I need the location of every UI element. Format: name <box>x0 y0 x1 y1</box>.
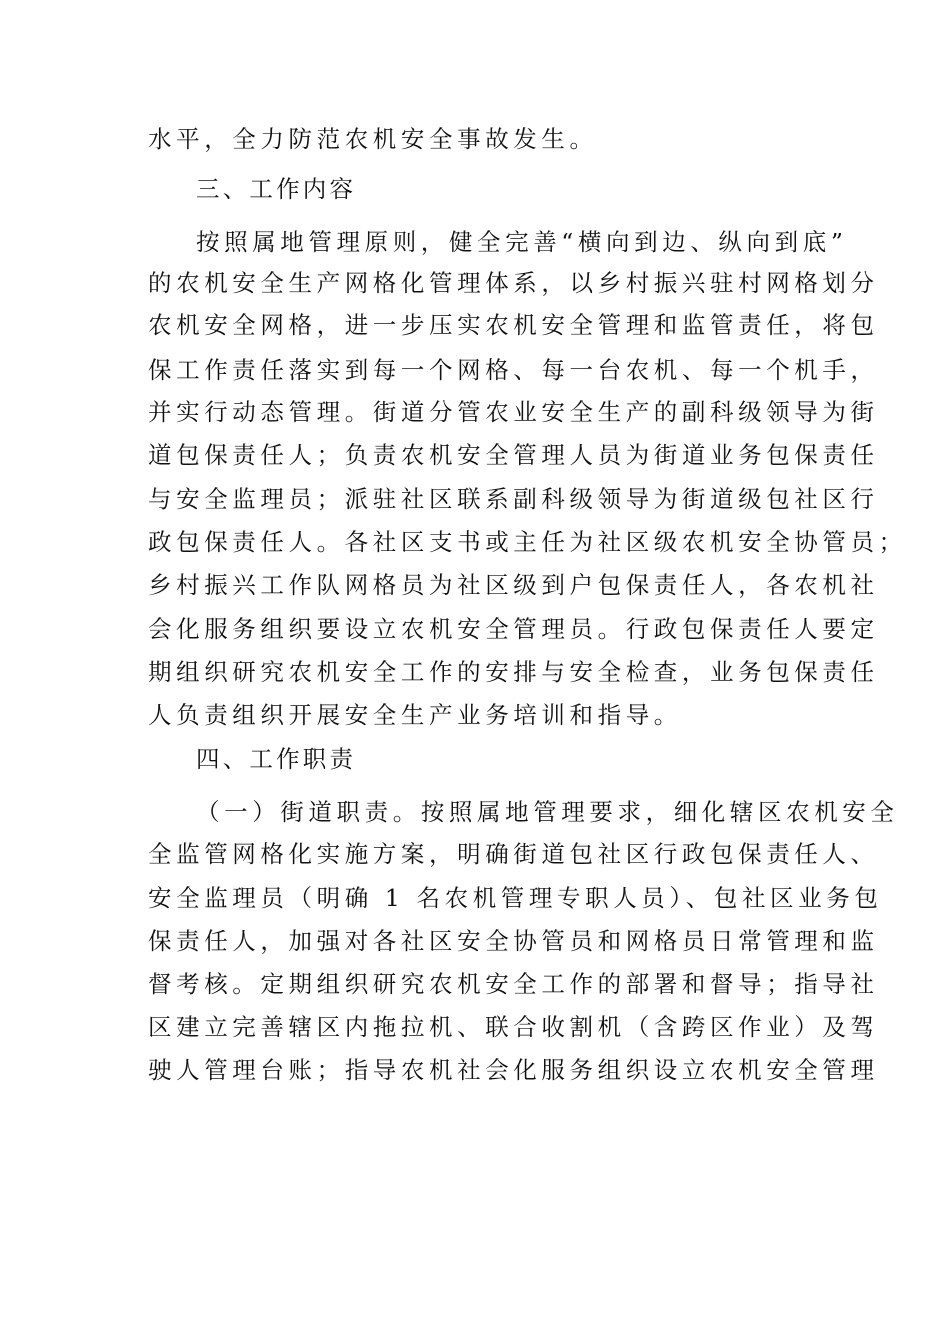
paragraph-line: 并实行动态管理。街道分管农业安全生产的副科级领导为街 <box>148 398 879 426</box>
paragraph-line: 保责任人，加强对各社区安全协管员和网格员日常管理和监 <box>148 927 879 955</box>
paragraph-line: 全监管网格化实施方案，明确街道包社区行政包保责任人、 <box>148 840 879 868</box>
paragraph-line: 政包保责任人。各社区支书或主任为社区级农机安全协管员； <box>148 528 907 556</box>
paragraph-line: 乡村振兴工作队网格员为社区级到户包保责任人，各农机社 <box>148 571 879 599</box>
paragraph-line: 的农机安全生产网格化管理体系，以乡村振兴驻村网格划分 <box>148 269 879 297</box>
paragraph-line: 按照属地管理原则，健全完善“横向到边、纵向到底” <box>196 228 848 256</box>
paragraph-line: 道包保责任人；负责农机安全管理人员为街道业务包保责任 <box>148 441 879 469</box>
paragraph-line: 会化服务组织要设立农机安全管理员。行政包保责任人要定 <box>148 615 879 643</box>
paragraph-line: 人负责组织开展安全生产业务培训和指导。 <box>148 701 682 729</box>
paragraph-line: 期组织研究农机安全工作的安排与安全检查，业务包保责任 <box>148 658 879 686</box>
paragraph-line: 与安全监理员；派驻社区联系副科级领导为街道级包社区行 <box>148 485 879 513</box>
paragraph-line: 保工作责任落实到每一个网格、每一台农机、每一个机手， <box>148 356 879 384</box>
section-heading: 三、工作内容 <box>196 175 357 203</box>
paragraph-line: 驶人管理台账；指导农机社会化服务组织设立农机安全管理 <box>148 1056 879 1084</box>
paragraph-line: 区建立完善辖区内拖拉机、联合收割机（含跨区作业）及驾 <box>148 1013 879 1041</box>
section-heading: 四、工作职责 <box>196 745 357 773</box>
paragraph-line: 农机安全网格，进一步压实农机安全管理和监管责任，将包 <box>148 311 879 339</box>
paragraph-line: 安全监理员（明确 1 名农机管理专职人员）、包社区业务包 <box>148 884 883 912</box>
paragraph-line: 督考核。定期组织研究农机安全工作的部署和督导；指导社 <box>148 970 879 998</box>
paragraph-line: （一）街道职责。按照属地管理要求，细化辖区农机安全 <box>196 798 899 826</box>
paragraph-line: 水平，全力防范农机安全事故发生。 <box>148 125 598 153</box>
